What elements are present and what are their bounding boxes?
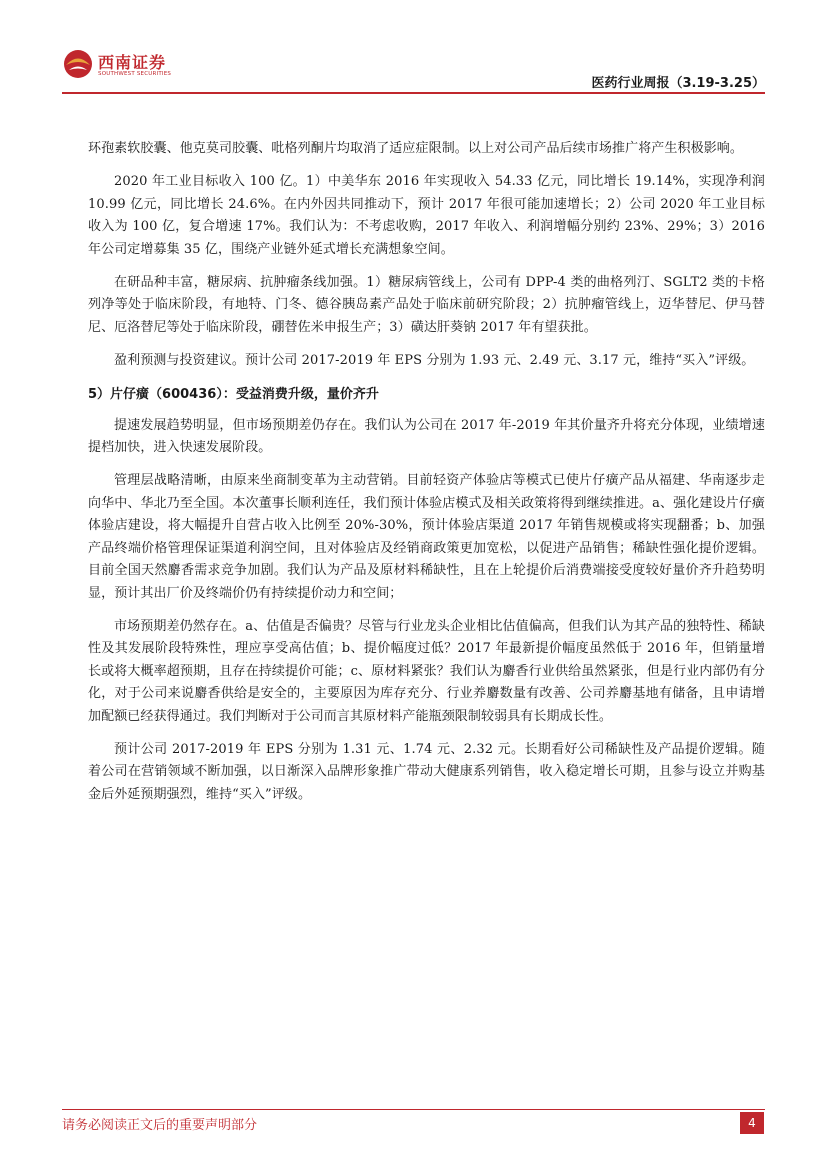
footer-divider xyxy=(62,1109,765,1110)
brand-name: 西南证券 xyxy=(98,53,167,72)
section-heading: 5）片仔癀（600436）：受益消费升级，量价齐升 xyxy=(88,386,379,402)
body-paragraph: 环孢素软胶囊、他克莫司胶囊、吡格列酮片均取消了适应症限制。以上对公司产品后续市场推广将产生积极影响。 xyxy=(88,141,744,156)
report-body xyxy=(88,138,765,817)
logo-mark-icon xyxy=(62,48,94,80)
brand-logo xyxy=(62,48,182,84)
body-paragraph: 管理层战略清晰，由原来坐商制变革为主动营销。目前轻资产体验店等模式已使片仔癀产品从福建、华南逐步走向华中、华北乃至全国。本次董事长顺利连任，我们预计体验店模式及相关政策将得到继续推进。a、强化建设片仔癀体验店建设，将大幅提升自营占收入比例至 20%-30%，预计体验店渠道 2017 年销售规模或将实现翻番；b、加强产品终端价格管理保证渠道利润空间，且对体验店及经销商政策更加宽松，以促进产品销售；稀缺性强化提价逻辑。目前全国天然麝香需求竞争加剧。我们认为产品及原材料稀缺性，且在上轮提价后消费端接受度较好量价齐升趋势明显，预计其出厂价及终端价仍有持续提价动力和空间； xyxy=(88,473,765,601)
page-number: 4 xyxy=(740,1112,764,1134)
body-paragraph: 2020 年工业目标收入 100 亿。1）中美华东 2016 年实现收入 54.33 亿元，同比增长 19.14%，实现净利润 10.99 亿元，同比增长 24.6%。在内外因共同推动下，预计 2017 年很可能加速增长；2）公司 2020 年工业目标收入为 100 亿，复合增速 17%。我们认为：不考虑收购，2017 年收入、利润增幅分别约 23%、29%；3）2016 年公司定增募集 35 亿，围绕产业链外延式增长充满想象空间。 xyxy=(88,174,765,257)
footer-disclaimer: 请务必阅读正文后的重要声明部分 xyxy=(62,1118,258,1133)
report-title: 医药行业周报（3.19-3.25） xyxy=(591,76,765,91)
body-paragraph: 盈利预测与投资建议。预计公司 2017-2019 年 EPS 分别为 1.93 元、2.49 元、3.17 元，维持“买入”评级。 xyxy=(114,353,755,369)
body-paragraph: 预计公司 2017-2019 年 EPS 分别为 1.31 元、1.74 元、2.32 元。长期看好公司稀缺性及产品提价逻辑。随着公司在营销领域不断加强，以日渐深入品牌形象推广带动大健康系列销售，收入稳定增长可期，且参与设立并购基金后外延预期强烈，维持“买入”评级。 xyxy=(88,741,765,802)
body-paragraph: 在研品种丰富，糖尿病、抗肿瘤条线加强。1）糖尿病管线上，公司有 DPP-4 类的曲格列汀、SGLT2 类的卡格列净等处于临床阶段，有地特、门冬、德谷胰岛素产品处于临床前研究阶段；2）抗肿瘤管线上，迈华替尼、伊马替尼、厄洛替尼等处于临床阶段，硼替佐米申报生产；3）磺达肝葵钠 2017 年有望获批。 xyxy=(88,275,765,335)
brand-subtitle: SOUTHWEST SECURITIES xyxy=(98,71,172,77)
body-paragraph: 市场预期差仍然存在。a、估值是否偏贵？尽管与行业龙头企业相比估值偏高，但我们认为其产品的独特性、稀缺性及其发展阶段特殊性，理应享受高估值；b、提价幅度过低？2017 年最新提价幅度虽然低于 2016 年，但销量增长或将大概率超预期，且存在持续提价可能；c、原材料紧张？我们认为麝香行业供给虽然紧张，但是行业内部仍有分化，对于公司来说麝香供给是安全的，主要原因为库存充分、行业养麝数量有改善、公司养麝基地有储备，且申请增加配额已经获得通过。我们判断对于公司而言其原材料产能瓶颈限制较弱具有长期成长性。 xyxy=(88,618,765,724)
page-header xyxy=(0,0,827,100)
header-divider xyxy=(62,92,765,94)
body-paragraph: 提速发展趋势明显，但市场预期差仍存在。我们认为公司在 2017 年-2019 年其价量齐升将充分体现，业绩增速提档加快，进入快速发展阶段。 xyxy=(88,417,765,456)
